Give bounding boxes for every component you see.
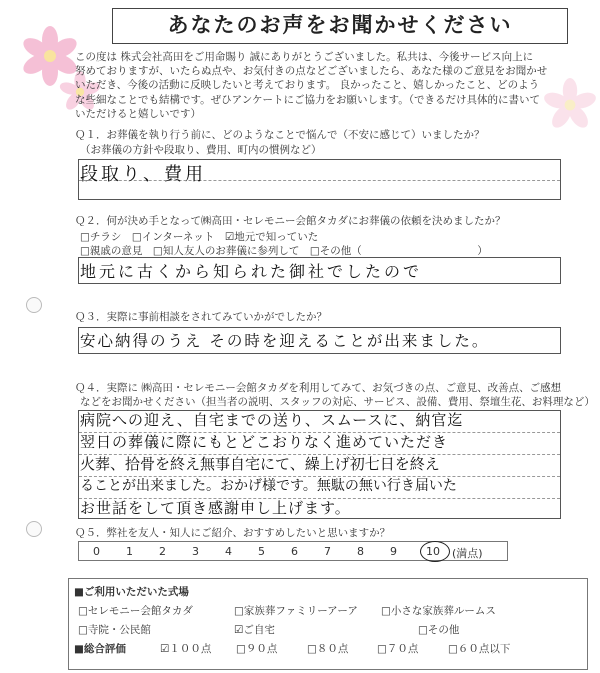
q4-answer-line: 病院への迎え、自宅までの送り、スムースに、納官迄 (80, 411, 464, 429)
venue-option[interactable]: □家族葬ファミリーアーア (234, 605, 358, 617)
rating-option[interactable]: □９０点 (236, 643, 278, 655)
venue-option[interactable]: □セレモニー会館タカダ (78, 605, 193, 617)
score-option[interactable]: 6 (291, 545, 298, 558)
score-option[interactable]: 5 (258, 545, 265, 558)
score-option[interactable]: 1 (126, 545, 133, 558)
score-option[interactable]: 7 (324, 545, 331, 558)
q4-answer-line: お世話をして頂き感謝申し上げます。 (80, 499, 351, 517)
score-option[interactable]: 9 (390, 545, 397, 558)
q4-answer-line: 火葬、拾骨を終え無事自宅にて、繰上げ初七日を終え (80, 455, 440, 473)
intro-line: な些細なことでも結構です。ぜひアンケートにご協力をお願いします。（できるだけ具体的に書いて (75, 93, 540, 106)
q4-answer-line: 翌日の葬儀に際にもとどこおりなく進めていただき (80, 433, 449, 451)
score-max-label: (満点) (452, 547, 483, 560)
punch-hole-bottom (26, 521, 42, 537)
intro-line: いただけると嬉しいです） (75, 107, 201, 120)
venue-option[interactable]: □小さな家族葬ルームス (381, 605, 496, 617)
q2-answer: 地元に古くから知られた御社でしたので (80, 262, 423, 281)
intro-line: 努めておりますが、いたらぬ点や、お気付きの点などございましたら、あなた様のご意見をお聞かせ (75, 65, 548, 78)
q4-answer-line: ることが出来ました。おかげ様です。無駄の無い行き届いた (80, 478, 457, 494)
score-option[interactable]: 0 (93, 545, 100, 558)
score-option[interactable]: 3 (192, 545, 199, 558)
intro-line: この度は 株式会社高田をご用命賜り 誠にありがとうございました。私共は、今後サービス向上に (75, 51, 534, 63)
score-option-selected[interactable]: 10 (426, 545, 440, 558)
q3-answer: 安心納得のうえ その時を迎えることが出来ました。 (80, 332, 490, 350)
q1-question: Ｑ１．お葬儀を執り行う前に、どのようなことで悩んで（不安に感じて）いましたか？ (75, 129, 485, 141)
venue-option-selected[interactable]: ☑ご自宅 (234, 624, 275, 636)
q3-question: Ｑ３．実際に事前相談をされてみていかがでしたか？ (75, 311, 327, 323)
rating-heading: ■総合評価 (74, 643, 126, 655)
q1-answer: 段取り、費用 (80, 164, 206, 185)
score-option[interactable]: 8 (357, 545, 364, 558)
q2-options-row2: □親戚の意見 □知人友人のお葬儀に参列して □その他（ ） (80, 245, 488, 257)
punch-hole-top (26, 297, 42, 313)
venue-heading: ■ご利用いただいた式場 (74, 586, 189, 598)
q5-question: Ｑ５．弊社を友人・知人にご紹介、おすすめしたいと思いますか？ (75, 527, 391, 539)
rating-option[interactable]: □７０点 (377, 643, 419, 655)
rating-option[interactable]: □６０点以下 (448, 643, 511, 655)
intro-text (75, 50, 565, 121)
selected-score-circle-icon (420, 541, 450, 562)
q2-question: Ｑ２．何が決め手となって㈱高田・セレモニー会館タカダにお葬儀の依頼を決めましたか？ (75, 215, 506, 227)
q1-hint: （お葬儀の方針や段取り、費用、町内の慣例など） (80, 144, 322, 156)
page-title: あなたのお声をお聞かせください (112, 8, 568, 44)
intro-line: いただき、今後の活動に反映したいと考えております。 良かったこと、嬉しかったこと、どのよう (75, 79, 540, 92)
q2-options-row1: □チラシ □インターネット ☑地元で知っていた (80, 231, 319, 243)
q4-hint: などをお聞かせください（担当者の説明、スタッフの対応、サービス、設備、費用、祭壇生花、お料理など） (80, 396, 595, 408)
venue-option[interactable]: □寺院・公民館 (78, 624, 151, 636)
score-option[interactable]: 4 (225, 545, 232, 558)
rating-option[interactable]: □８０点 (307, 643, 349, 655)
rating-option-selected[interactable]: ☑１００点 (160, 643, 212, 655)
q4-question: Ｑ４．実際に ㈱高田・セレモニー会館タカダを利用してみて、お気づきの点、ご意見、改善点、ご感想 (75, 382, 562, 394)
score-option[interactable]: 2 (159, 545, 166, 558)
venue-option[interactable]: □その他 (418, 624, 460, 636)
